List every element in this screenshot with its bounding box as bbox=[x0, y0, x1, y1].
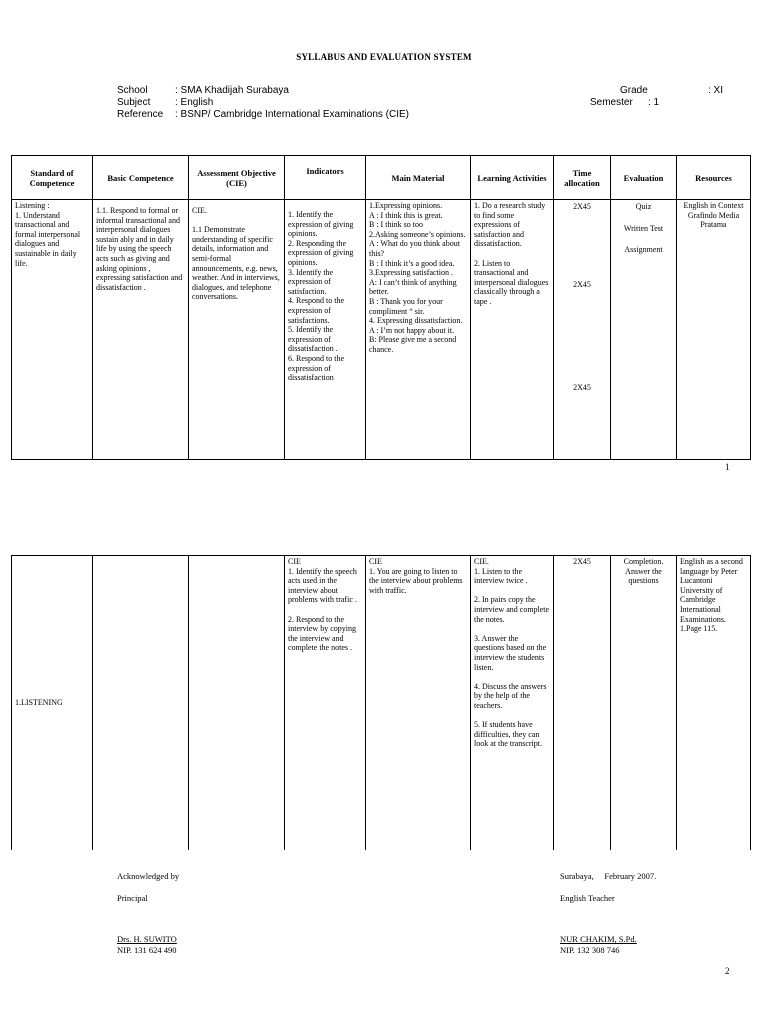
teacher-name: NUR CHAKIM, S.Pd. bbox=[560, 934, 637, 944]
grade-row bbox=[620, 85, 723, 97]
table-row bbox=[12, 200, 751, 460]
subject-value: : English bbox=[175, 97, 214, 108]
header-activities: Learning Activities bbox=[471, 156, 554, 200]
header-material: Main Material bbox=[366, 156, 471, 200]
evaluation-item: Assignment bbox=[624, 245, 663, 255]
school-label: School bbox=[117, 85, 148, 96]
principal-nip: NIP. 131 624 490 bbox=[117, 945, 177, 955]
teacher-role: English Teacher bbox=[560, 893, 615, 903]
evaluation-item: Written Test bbox=[623, 223, 664, 233]
evaluation-cell bbox=[611, 200, 677, 460]
info-block-left bbox=[117, 85, 409, 121]
time-cell bbox=[554, 200, 611, 460]
syllabus-table-2 bbox=[11, 555, 751, 850]
syllabus-table-1 bbox=[11, 155, 751, 460]
header-standard: Standard of Competence bbox=[12, 156, 93, 200]
indicators-cell: 1. Identify the expression of giving opinions. 2. Responding the expression of giving opinions. 3. Identify the expression of satisfaction. 4. Respond to the expression of satisfactions. 5. Identify the expression of dissatisfaction . 6. Respond to the expression of dissatisfaction bbox=[285, 200, 366, 460]
place-date: Surabaya, February 2007. bbox=[560, 871, 657, 881]
reference-row bbox=[117, 109, 409, 121]
semester-label: Semester bbox=[590, 97, 633, 108]
header-basic: Basic Competence bbox=[93, 156, 189, 200]
evaluation-cell: Completion. Answer the questions bbox=[611, 556, 677, 850]
assessment-cell: CIE. 1.1 Demonstrate understanding of specific details, information and semi-formal announcements, e.g. news, weather. And in interviews, dialogues, and telephone conversations. bbox=[189, 200, 285, 460]
indicators-cell: CIE 1. Identify the speech acts used in the interview about problems with trafic . 2. Respond to the interview by copying the interview and complete the notes . bbox=[285, 556, 366, 850]
subject-row bbox=[117, 97, 409, 109]
time-value: 2X45 bbox=[573, 280, 591, 289]
principal-name: Drs. H. SUWITO bbox=[117, 934, 177, 944]
header-assessment: Assessment Objective (CIE) bbox=[189, 156, 285, 200]
document-title: SYLLABUS AND EVALUATION SYSTEM bbox=[296, 52, 472, 62]
header-indicators: Indicators bbox=[285, 156, 366, 200]
grade-value: : XI bbox=[708, 85, 724, 96]
activities-cell: 1. Do a research study to find some expressions of satisfaction and dissatisfaction. 2. Listen to transactional and interpersonal dialogues classically through a tape . bbox=[471, 200, 554, 460]
acknowledged-label: Acknowledged by bbox=[117, 871, 180, 881]
teacher-nip: NIP. 132 308 746 bbox=[560, 945, 620, 955]
header-time: Time allocation bbox=[554, 156, 611, 200]
school-value: : SMA Khadijah Surabaya bbox=[175, 85, 289, 96]
material-cell: CIE 1. You are going to listen to the interview about problems with traffic. bbox=[366, 556, 471, 850]
school-row bbox=[117, 85, 409, 97]
header-resources: Resources bbox=[677, 156, 751, 200]
page-number: 1 bbox=[725, 462, 730, 472]
header-evaluation: Evaluation bbox=[611, 156, 677, 200]
time-cell: 2X45 bbox=[554, 556, 611, 850]
table-row bbox=[12, 556, 751, 850]
principal-label: Principal bbox=[117, 893, 148, 903]
time-value: 2X45 bbox=[573, 202, 591, 211]
header-row bbox=[12, 156, 751, 200]
basic-cell: 1.1. Respond to formal or informal transactional and interpersonal dialogues sustain ably and in daily life by using the speech acts such as giving and asking opinions , expressing satisfaction and dissatisfaction . bbox=[93, 200, 189, 460]
resources-cell: English as a second language by Peter Lucantoni University of Cambridge International Examinations. 1.Page 115. bbox=[677, 556, 751, 850]
subject-label: Subject bbox=[117, 97, 151, 108]
evaluation-item: Quiz bbox=[635, 202, 652, 211]
semester-row bbox=[590, 97, 659, 109]
basic-cell bbox=[93, 556, 189, 850]
reference-label: Reference bbox=[117, 109, 164, 120]
activities-cell: CIE. 1. Listen to the interview twice . 2. In pairs copy the interview and complete the notes. 3. Answer the questions based on the interview the students listen. 4. Discuss the answers by the help of the teachers. 5. If students have difficulties, they can look at the transcript. bbox=[471, 556, 554, 850]
standard-cell: 1.LISTENING bbox=[12, 556, 93, 850]
time-value: 2X45 bbox=[573, 383, 591, 392]
standard-cell: Listening : 1. Understand transactional and formal interpersonal dialogues and sustainable in daily life. bbox=[12, 200, 93, 460]
resources-cell: English in Context Grafindo Media Pratama bbox=[677, 200, 751, 460]
material-cell: 1.Expressing opinions. A : I think this is great. B : I think so too 2.Asking someone’s opinions. A : What do you think about this? B : I think it’s a good idea. 3.Expressing satisfaction . A: I can’t think of anything better. B : Thank you for your compliment “ sir. 4. Expressing dissatisfaction. A : I’m not happy about it. B: Please give me a second chance. bbox=[366, 200, 471, 460]
reference-value: : BSNP/ Cambridge International Examinations (CIE) bbox=[175, 109, 409, 120]
grade-label: Grade bbox=[620, 85, 648, 96]
page-number: 2 bbox=[725, 966, 730, 976]
semester-value: : 1 bbox=[648, 97, 660, 108]
assessment-cell bbox=[189, 556, 285, 850]
